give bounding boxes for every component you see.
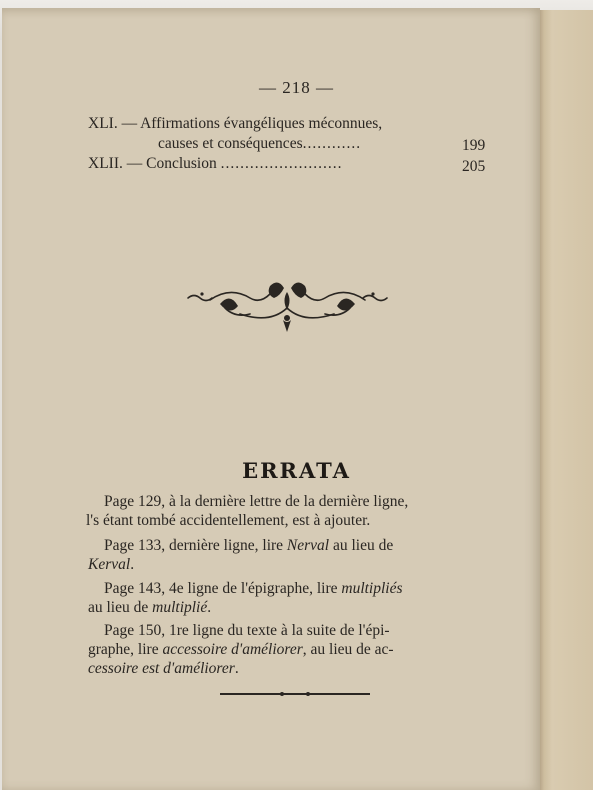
toc-numeral: XLI. — [88, 115, 118, 132]
toc-page-number: 199 — [462, 137, 486, 154]
errata-item-2-line-2 — [88, 556, 134, 574]
toc-entry-xlii — [88, 155, 343, 173]
text: . — [130, 556, 135, 573]
italic-text: accessoire d'améliorer — [162, 641, 303, 658]
italic-text: multipliés — [341, 580, 403, 597]
italic-text: Kerval — [88, 556, 131, 573]
adjacent-page-edge — [540, 10, 593, 790]
text: Page 143, 4e ligne de l'épigraphe, lire — [104, 580, 342, 597]
errata-item-3-line-2 — [88, 599, 211, 617]
toc-title: — Conclusion — [126, 155, 217, 172]
errata-item-3-line-1 — [104, 580, 403, 598]
text: . — [207, 599, 212, 616]
toc-numeral: XLII. — [88, 155, 123, 172]
errata-item-4-line-2 — [88, 641, 394, 659]
errata-title: ERRATA — [242, 458, 351, 483]
errata-item-4-line-1: Page 150, 1re ligne du texte à la suite de l'épi- — [104, 622, 390, 639]
text: graphe, lire — [88, 641, 163, 658]
italic-text: Nerval — [286, 537, 330, 554]
text: Page 133, dernière ligne, lire — [104, 537, 287, 554]
text: au lieu de — [329, 537, 394, 554]
leader-dots: ......................... — [220, 155, 343, 172]
fleuron-ornament-icon — [180, 278, 395, 348]
toc-page-number: 205 — [462, 158, 486, 175]
toc-entry-xli — [88, 115, 382, 133]
toc-title-continued: causes et conséquences — [158, 135, 303, 152]
text: au lieu de — [88, 599, 153, 616]
closing-rule — [220, 693, 370, 695]
italic-text: cessoire est d'améliorer — [88, 660, 235, 677]
page-number: — 218 — — [259, 78, 334, 97]
text: . — [234, 660, 239, 677]
leader-dots: ............ — [302, 135, 362, 152]
errata-item-2-line-1 — [104, 537, 393, 555]
italic-text: multiplié — [152, 599, 208, 616]
toc-title: — Affirmations évangéliques méconnues, — [121, 115, 383, 132]
errata-item-1-line-1: Page 129, à la dernière lettre de la dernière ligne, — [104, 493, 409, 510]
errata-item-4-line-3 — [88, 660, 239, 678]
toc-entry-xli-continued — [158, 135, 361, 153]
text: , au lieu de ac- — [302, 641, 394, 658]
errata-item-1-line-2: l's étant tombé accidentellement, est à ajouter. — [86, 512, 371, 529]
